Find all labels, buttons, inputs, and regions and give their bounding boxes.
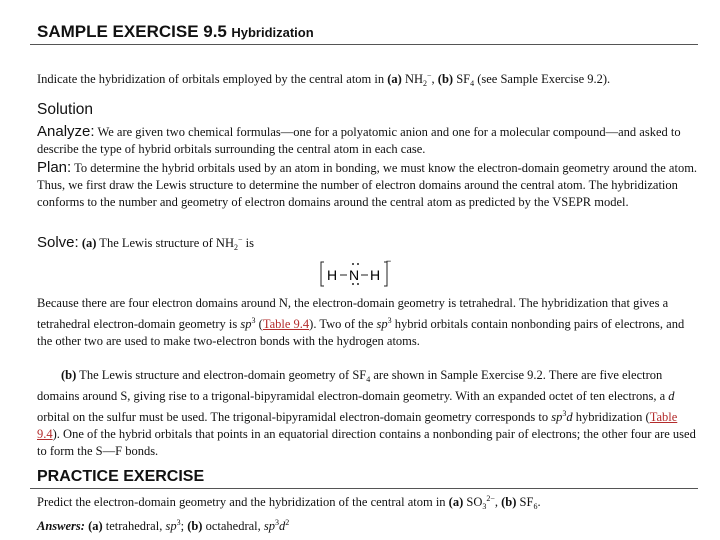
lewis-right-hydrogen: H <box>370 267 381 283</box>
practice-title: PRACTICE EXERCISE <box>37 468 205 485</box>
solve-a-tail: is <box>242 236 254 250</box>
sp3d-superscript: 3 <box>562 409 567 418</box>
lewis-lone-pair-dot <box>352 283 354 285</box>
solve-a-para-1: Because there are four electron domains around N, the electron-domain geometry is tetrahedral. The hybridization that gives a tetrahedral electron-domain geometry is <box>37 296 669 331</box>
answer-a-superscript: 3 <box>176 518 181 527</box>
plan-text: To determine the hybrid orbitals used by an atom in bonding, we must know the electron-domain geometry around the atom. Thus, we first draw the Lewis structure to determine the number of electron domains around the central atom. The hybridization conforms to the number and geometry of electron domains around the central atom as predicted by the VSEPR model. <box>37 161 698 209</box>
lewis-charge: − <box>386 256 392 266</box>
lewis-lone-pair-dot <box>352 263 354 265</box>
solve-label: Solve: <box>37 234 79 251</box>
practice-so3: SO <box>463 495 483 509</box>
practice-rule <box>30 488 698 489</box>
solve-b-para-5: ). One of the hybrid orbitals that points in an equatorial direction contains a nonbonding pair of electrons; the other four are used to form the S—F bonds. <box>37 427 696 458</box>
solve-b-para-2: are shown in Sample Exercise 9.2. There are five electron domains around S, giving rise to a trigonal-bipyramidal electron-domain geometry. With an expanded octet of ten electrons, a <box>37 368 669 403</box>
plan-label: Plan: <box>37 159 72 176</box>
solve-a-label: (a) <box>81 236 97 250</box>
solve-b-para-3: orbital on the sulfur must be used. The trigonal-bipyramidal electron-domain geometry corresponds to <box>37 410 552 424</box>
practice-so3-charge: 2− <box>486 494 495 503</box>
sp3-superscript: 3 <box>387 316 392 325</box>
solve-a-paragraph <box>37 295 702 350</box>
answer-b-text: octahedral, <box>202 519 264 533</box>
practice-answers <box>37 514 702 535</box>
lewis-lone-pair-dot <box>357 263 359 265</box>
solve-a-subscript: 2 <box>234 243 238 252</box>
solve-a-charge: − <box>238 235 243 244</box>
answers-label: Answers: <box>37 519 85 533</box>
exercise-title-main: SAMPLE EXERCISE 9.5 <box>37 22 227 41</box>
practice-end: . <box>537 495 541 509</box>
exercise-title <box>37 22 314 42</box>
answer-a-label: (a) <box>88 519 103 533</box>
lewis-structure-nh2 <box>320 256 392 290</box>
solve-a-para-3: ). Two of the <box>309 317 377 331</box>
sp3-superscript: 3 <box>251 316 256 325</box>
question-nh2: NH <box>404 72 424 86</box>
practice-label-b: (b) <box>501 495 517 509</box>
solve-a-line <box>37 231 702 256</box>
solve-b-para-4: hybridization ( <box>572 410 650 424</box>
practice-separator: , <box>494 495 502 509</box>
question-label-b: (b) <box>437 72 454 86</box>
practice-question-text: Predict the electron-domain geometry and the hybridization of the central atom in <box>37 495 449 509</box>
question-nh2-subscript: 2 <box>423 79 428 88</box>
analyze-paragraph <box>37 123 702 158</box>
sp3d-d: d <box>566 410 573 424</box>
answer-b-label: (b) <box>187 519 203 533</box>
answer-b-superscript: 3 <box>275 518 280 527</box>
solve-a-text: The Lewis structure of NH <box>96 236 234 250</box>
question-nh2-charge: − <box>427 71 432 80</box>
sp3-term: sp <box>376 317 388 331</box>
table-9-4-link[interactable]: Table 9.4 <box>262 317 310 331</box>
answer-b-d: d <box>279 519 286 533</box>
solve-b-label: (b) <box>61 368 77 382</box>
lewis-lone-pair-dot <box>357 283 359 285</box>
table-9-4-link[interactable]: Table 9.4 <box>37 410 678 441</box>
answer-a-text: tetrahedral, <box>102 519 166 533</box>
question-text <box>37 67 702 92</box>
sp3d-term: sp <box>551 410 563 424</box>
solve-b-subscript: 4 <box>366 375 371 384</box>
practice-question <box>37 490 702 515</box>
answer-b-d-superscript: 2 <box>285 518 290 527</box>
plan-paragraph <box>37 159 702 211</box>
practice-so3-subscript: 3 <box>482 502 487 511</box>
solve-a-para-2: ( <box>255 317 263 331</box>
practice-label-a: (a) <box>448 495 464 509</box>
exercise-title-topic: Hybridization <box>231 25 314 40</box>
practice-sf6: SF <box>516 495 534 509</box>
answer-a-sp: sp <box>165 519 177 533</box>
analyze-text: We are given two chemical formulas—one for a polyatomic anion and one for a molecular compound—and asked to describe the type of hybrid orbitals surrounding the central atom in each case. <box>37 125 681 156</box>
lewis-left-bracket <box>321 262 324 286</box>
solve-b-para-1: The Lewis structure and electron-domain geometry of SF <box>76 368 367 382</box>
question-label-a: (a) <box>387 72 402 86</box>
lewis-left-hydrogen: H <box>327 267 338 283</box>
solve-a-para-4: hybrid orbitals contain nonbonding pairs of electrons, and the other two are used to make two-electron bonds with the hydrogen atoms. <box>37 317 685 348</box>
answer-b-sp: sp <box>263 519 276 533</box>
lewis-nitrogen: N <box>349 267 360 283</box>
question-intro: Indicate the hybridization of orbitals employed by the central atom in <box>37 72 388 86</box>
question-separator: , <box>431 72 438 86</box>
d-orbital-term: d <box>668 389 675 403</box>
question-tail: (see Sample Exercise 9.2). <box>474 72 611 86</box>
answer-separator: ; <box>180 519 188 533</box>
practice-sf6-subscript: 6 <box>533 502 538 511</box>
question-sf4: SF <box>453 72 471 86</box>
analyze-label: Analyze: <box>37 123 95 140</box>
sp3-term: sp <box>240 317 252 331</box>
title-rule <box>30 44 698 45</box>
question-sf4-subscript: 4 <box>470 79 475 88</box>
solution-heading: Solution <box>37 101 94 118</box>
solve-b-paragraph <box>37 367 702 460</box>
